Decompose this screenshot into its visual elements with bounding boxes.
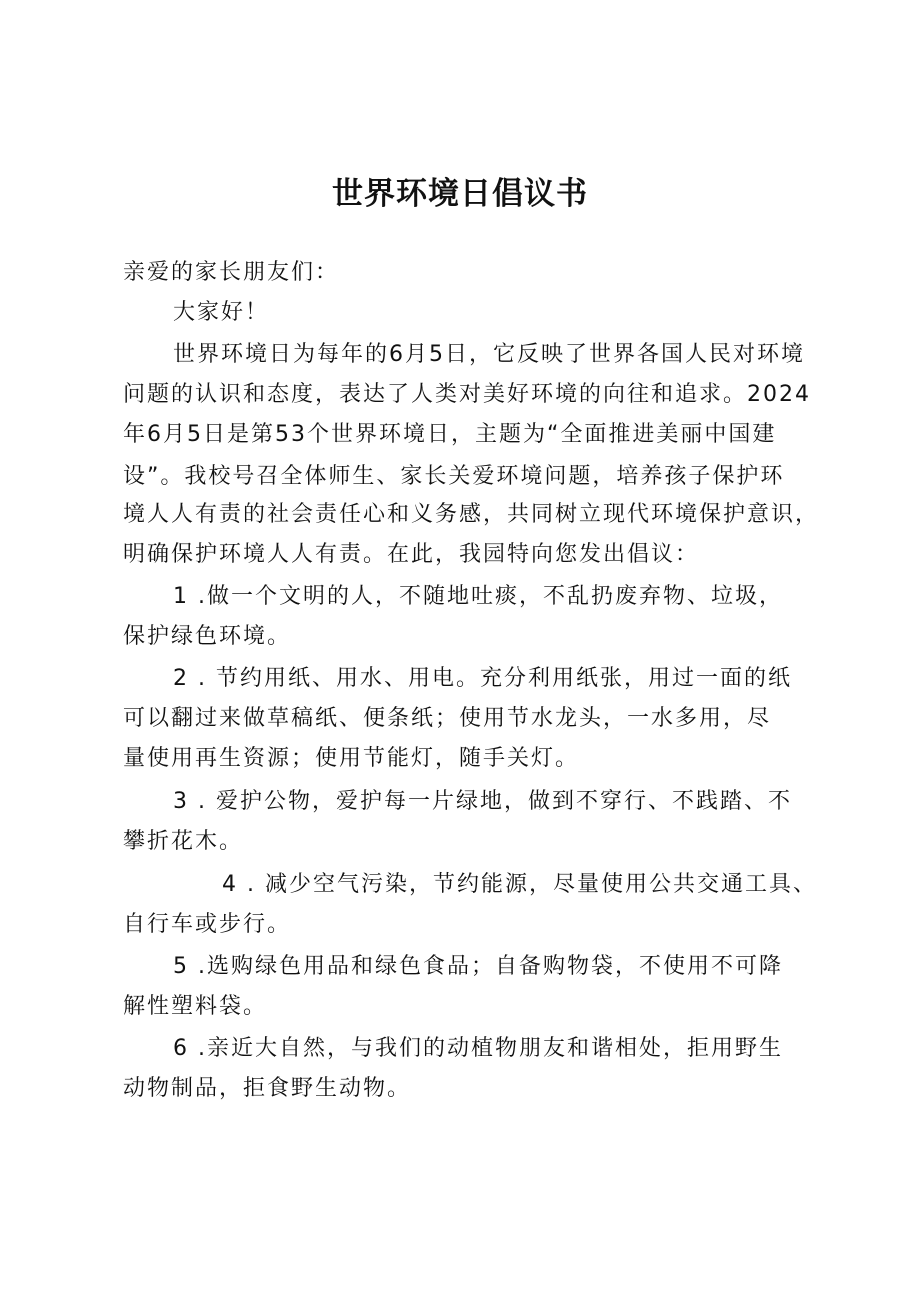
proposal-line: 3 . 爱护公物，爱护每一片绿地，做到不穿行、不践踏、不: [173, 789, 792, 814]
proposal-line: 动物制品，拒食野生动物。: [123, 1076, 412, 1101]
salutation: 亲爱的家长朋友们：: [123, 260, 340, 285]
proposal-line: 自行车或步行。: [123, 912, 292, 937]
intro-line: 明确保护环境人人有责。在此，我园特向您发出倡议：: [123, 542, 700, 567]
proposal-line: 解性塑料袋。: [123, 994, 268, 1019]
proposal-line: 可以翻过来做草稿纸、便条纸；使用节水龙头，一水多用，尽: [123, 706, 772, 731]
intro-line: 设”。我校号召全体师生、家长关爱环境问题，培养孩子保护环: [123, 464, 785, 489]
proposal-line: 保护绿色环境。: [123, 624, 292, 649]
proposal-line: 5 .选购绿色用品和绿色食品；自备购物袋，不使用不可降: [173, 954, 783, 979]
proposal-line: 1 .做一个文明的人，不随地吐痰，不乱扔废弃物、垃圾，: [173, 584, 783, 609]
proposal-line: 攀折花木。: [123, 829, 244, 854]
proposal-line: 2 . 节约用纸、用水、用电。充分利用纸张，用过一面的纸: [173, 666, 792, 691]
greeting: 大家好！: [173, 300, 270, 325]
document-title: 世界环境日倡议书: [332, 176, 588, 212]
intro-line: 问题的认识和态度，表达了人类对美好环境的向往和追求。2024: [123, 382, 811, 407]
proposal-line: 4 . 减少空气污染，节约能源，尽量使用公共交通工具、: [222, 872, 817, 897]
intro-line: 境人人有责的社会责任心和义务感，共同树立现代环境保护意识，: [123, 502, 820, 527]
intro-line: 年6月5日是第53个世界环境日，主题为“全面推进美丽中国建: [123, 422, 777, 447]
proposal-line: 6 .亲近大自然，与我们的动植物朋友和谐相处，拒用野生: [173, 1036, 783, 1061]
intro-line: 世界环境日为每年的6月5日，它反映了世界各国人民对环境: [173, 342, 805, 367]
proposal-line: 量使用再生资源；使用节能灯，随手关灯。: [123, 746, 580, 771]
